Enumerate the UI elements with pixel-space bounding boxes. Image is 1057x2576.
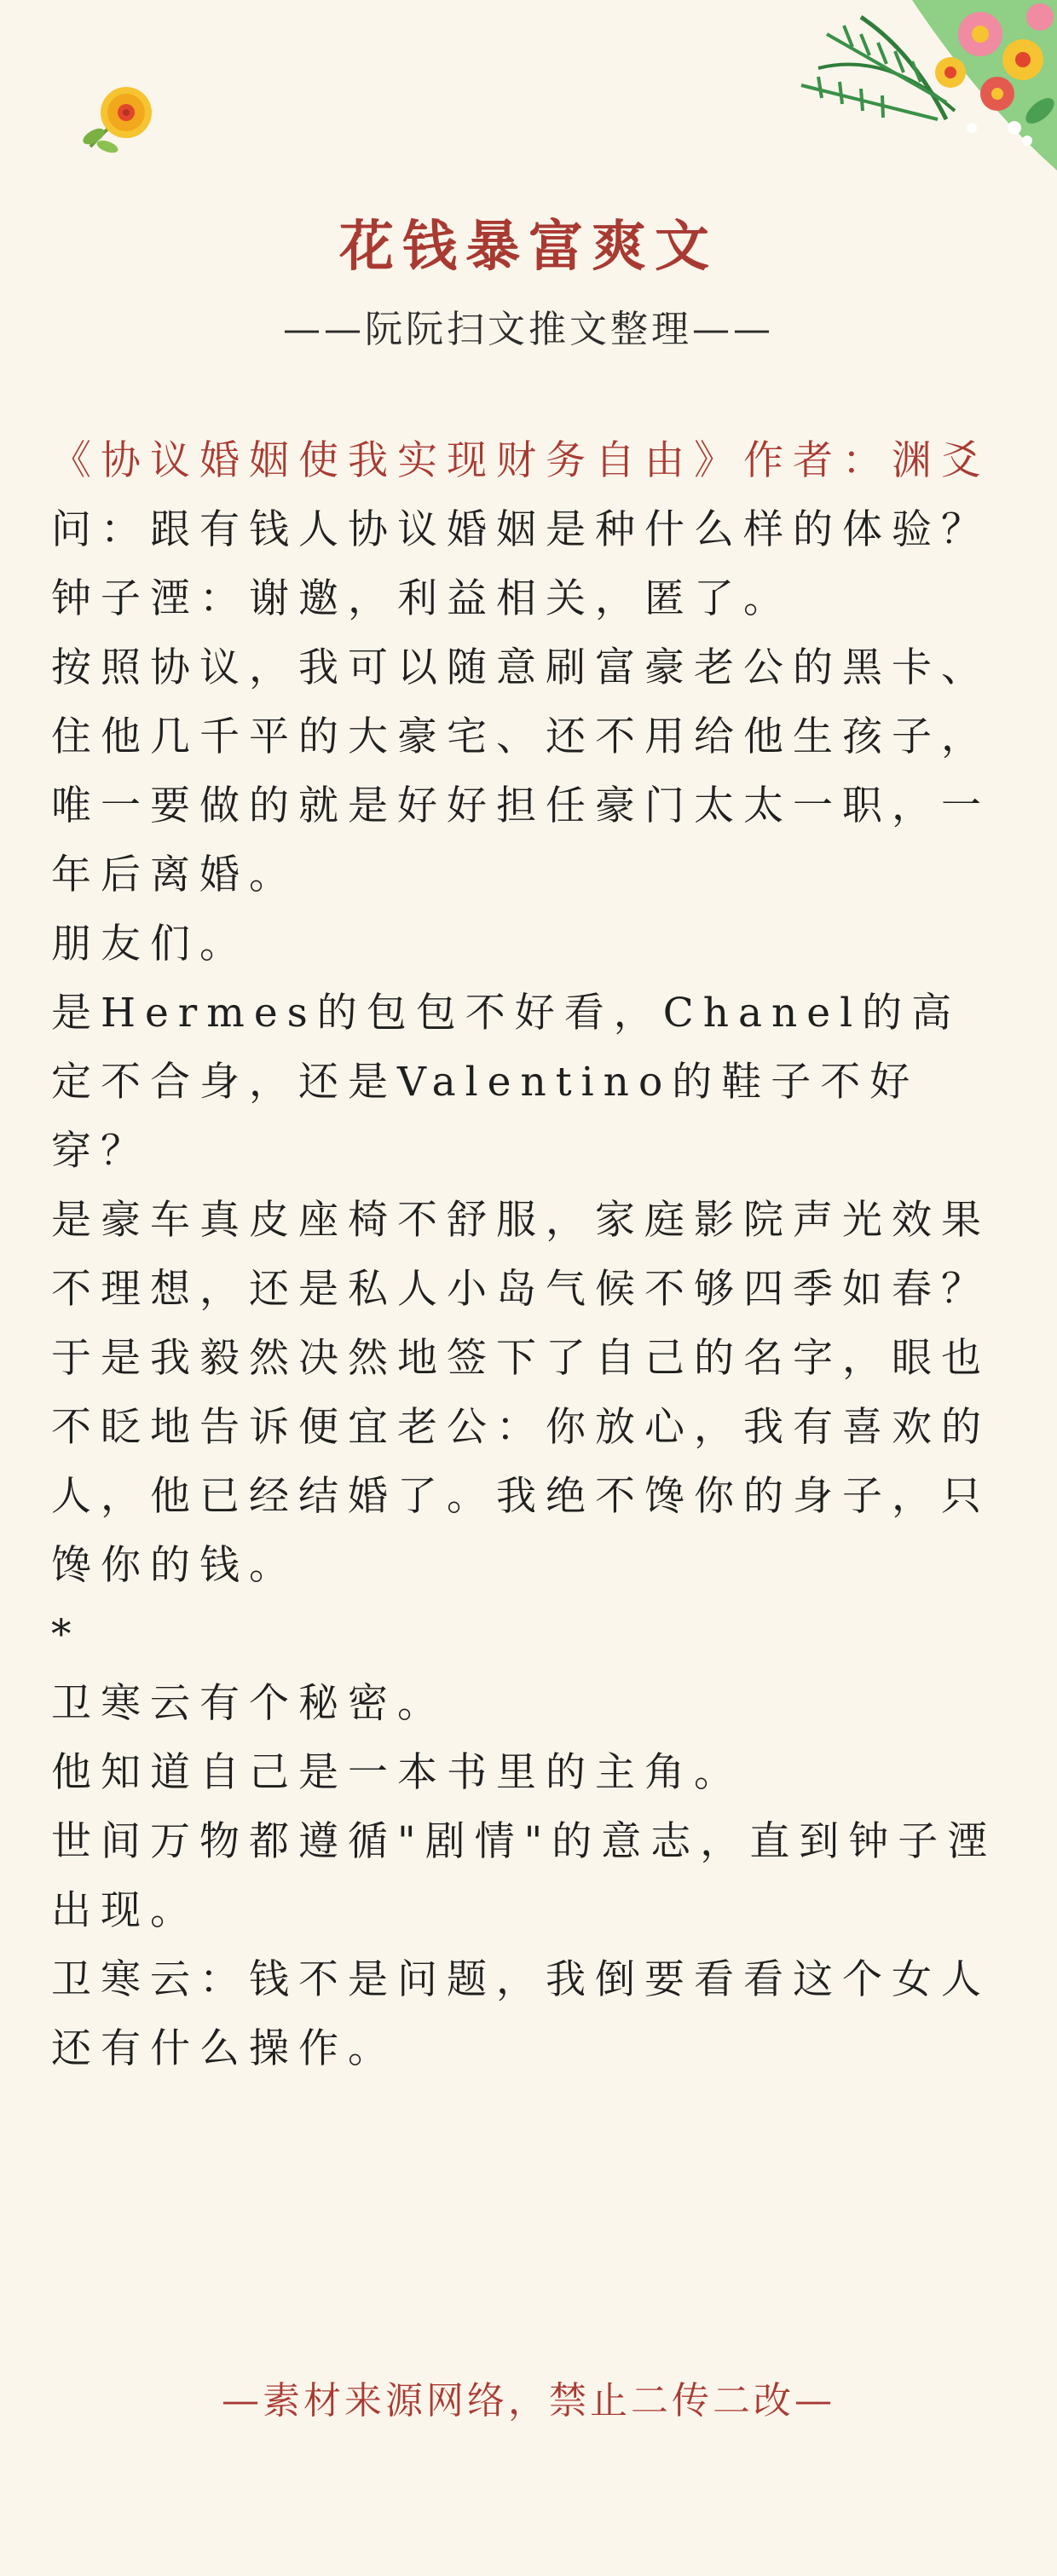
section-separator: * <box>51 1611 81 1658</box>
page-title: 花钱暴富爽文 <box>339 215 718 279</box>
paragraph: 卫寒云：钱不是问题，我倒要看看这个女人还有什么操作。 <box>51 1956 991 2072</box>
paragraph: 钟子湮：谢邀，利益相关，匿了。 <box>51 575 793 622</box>
article-body <box>51 426 1006 2083</box>
paragraph: 问：跟有钱人协议婚姻是种什么样的体验？ <box>51 506 991 553</box>
footer-note: —素材来源网络，禁止二传二改— <box>222 2379 835 2423</box>
sunflower-icon <box>73 68 167 162</box>
paragraph: 是豪车真皮座椅不舒服，家庭影院声光效果不理想，还是私人小岛气候不够四季如春？ <box>51 1197 991 1313</box>
paragraph: 卫寒云有个秘密。 <box>51 1680 447 1727</box>
bouquet-icon <box>767 0 1057 188</box>
paragraph: 按照协议，我可以随意刷富豪老公的黑卡、住他几千平的大豪宅、还不用给他生孩子，唯一要做的就是好好担任豪门太太一职，一年后离婚。 <box>51 644 991 898</box>
paragraph: 他知道自己是一本书里的主角。 <box>51 1749 743 1796</box>
page-subtitle: ——阮阮扫文推文整理—— <box>283 308 774 351</box>
paragraph: 世间万物都遵循"剧情"的意志，直到钟子湮出现。 <box>51 1818 997 1934</box>
paragraph: 朋友们。 <box>51 921 249 967</box>
book-title: 《协议婚姻使我实现财务自由》作者：渊爻 <box>51 437 991 484</box>
paragraph: 于是我毅然决然地签下了自己的名字，眼也不眨地告诉便宜老公：你放心，我有喜欢的人，他已经结婚了。我绝不馋你的身子，只馋你的钱。 <box>51 1335 991 1589</box>
paragraph: 是Hermes的包包不好看，Chanel的高定不合身，还是Valentino的鞋子不好穿？ <box>51 990 962 1175</box>
